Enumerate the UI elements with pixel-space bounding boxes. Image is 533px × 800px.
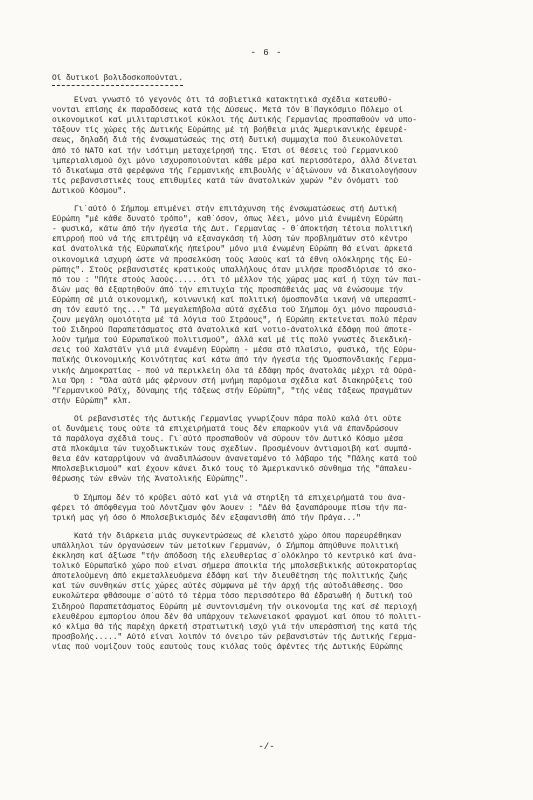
paragraph xyxy=(52,415,506,486)
text-line: οικονομικά ισχυρή ώστε νά προσελκύση τούς λαούς καί τά έθνη ολόκληρης τής Εύ- xyxy=(52,256,413,265)
text-line: πό του : "Πήτε στούς λαούς..... ότι τό μέλλον τής χώρας μας καί ή τύχη τών παι- xyxy=(52,276,422,285)
text-line: παϊκής Οικονομικής Κοινότητας καί κάτω άπό τήν ήγεσία τής Όμοσπονδιακής Γερμα- xyxy=(52,357,417,366)
text-line: τολικό Εύρωπαϊκό χώρο πού είναι σήμερα άποικία τής μπολσεβικικής αύτοκρατορίας xyxy=(52,563,417,572)
text-line: στήν Εύρώπη" κλπ. xyxy=(52,397,132,406)
text-line: νονται επίσης έκ παραδόσεως κατά τής Δύσεως. Μετά τόν Β΄Παγκόσμιο Πόλεμο οί xyxy=(52,107,403,116)
text-line: Εύρώπη "μέ κάθε δυνατό τρόπο", καθ΄όσον, όπως λέει, μόνο μιά ένωμένη Εύρώπη xyxy=(52,216,403,225)
text-line: Οί ρεβανσιστές τής Δυτικής Γερμανίας γνωρίζουν πάρα πολύ καλά ότι ούτε xyxy=(74,415,402,424)
paragraph xyxy=(52,532,506,653)
text-line: λια Όρη : "Όλα αύτά μάς φέρνουν στή μνήμη παρόμοια σχέδια καί διακηρύξεις τού xyxy=(52,377,413,386)
text-line: τά παράλογα σχέδιά τους. Γι΄αύτό προσπαθούν νά σύρουν τόν Δυτικό Κόσμο μέσα xyxy=(52,436,403,445)
text-line: φέρει τό άπόφθεγμα τού Λόντζμαν φόν Άουεν : "Δέν θά ξαναπάρουμε πίσω τήν πα- xyxy=(52,504,408,513)
text-line: Εύρώπη σέ μιά οικονομική, κοινωνική καί πολιτική όμοσπονδία ικανή νά υπερασπί- xyxy=(52,296,417,305)
page-number: - 6 - xyxy=(250,48,283,58)
text-line: Είναι γνωστό τό γεγονός ότι τά σοβιετικά κατακτητικά σχέδια κατευθύ- xyxy=(74,97,393,106)
text-line: Γι΄αύτό ό Σήμπομ επιμένει στήν επιτάχυνση τής ένσωματώσεως στή Δυτική xyxy=(74,206,397,215)
paragraph xyxy=(52,205,506,407)
text-line: διών μας θά έξαρτηθούν άπό τήν επιτυχία τής προσπάθειάς μας νά ένώσουμε τήν xyxy=(52,286,403,295)
text-line: τάξουν τίς χώρες τής Δυτικής Εύρώπης μέ τή βοήθεια μιάς Άμερικανικής έφευρέ- xyxy=(52,127,408,136)
text-line: άπό τό ΝΑΤΟ καί τήν ισότιμη μεταχείρησή της. Έτσι οί θέσεις τού Γερμανικού xyxy=(52,147,399,156)
text-line: κό κλίμα θά τής παρέχη άρκετή στρατιωτική ισχύ γιά τήν υπεράσπισή της κατά τής xyxy=(52,623,417,632)
text-line: τό δικαίωμα στά φερέφωνα τής Γερμανικής επιβουλής ν΄άξιώνουν νά δικαιολογήσουν xyxy=(52,167,417,176)
text-line: νίας πού νομίζουν τούς εαυτούς τους κιόλας τούς άφέντες τής Δυτικής Εύρώπης xyxy=(52,643,403,652)
text-line: τίς ρεβανσιστικές τους επιθυμίες κατά τών άνατολικών χωρών "έν όνόματι τού xyxy=(52,177,399,186)
text-line: θεια έάν καταρρίψουν νά άναδιπλώσουν άνανεταμένο τό λάβαρο τής "Πάλης κατά τού xyxy=(52,456,417,465)
text-line: Δυτικού Κόσμου". xyxy=(52,187,127,196)
text-line: ση τόν εαυτό της..." Τά μεγαλεπήβολα αύτά σχέδια τού Σήμπομ όχι μόνο παρουσιά- xyxy=(52,306,417,315)
text-line: Σιδηρού Παραπετάσματος Εύρώπη μέ συντονισμένη τήν οικονομία της καί σέ περιοχή xyxy=(52,603,417,612)
text-line: σεως, δηλαδή διά τής ένσωματώσεώς της στή δυτική συμμαχία πού διευκολύνεται xyxy=(52,137,403,146)
text-line: Ό Σήμπομ δέν τό κρύβει αύτό καί γιά νά στηρίξη τά επιχειρήματά του άνα- xyxy=(74,494,407,503)
text-line: ευκολώτερα φθάσουμε σ΄αύτό τό τέρμα τόσο περισσότερο θά έδραιωθή ή δυτική τού xyxy=(52,593,413,602)
text-line: προσβολής....." Αύτό είναι λοιπόν τό όνειρο τών ρεβανσιστών τής Δυτικής Γερμα- xyxy=(52,633,417,642)
text-line: ελευθέρου εμπορίου όπου δέν θά υπάρχουν τελωνειακοί φραγμοί καί όπου τό πολιτι- xyxy=(52,613,422,622)
text-line: λούν τμήμα τού Εύρωπαϊκού πολιτισμού", άλλά καί μέ τίς πολύ γνωστές διεκδική- xyxy=(52,337,413,346)
section-heading: Οί δυτικοί βολιδοσκοπούνται. xyxy=(52,74,183,86)
text-line: "Γερμανικού Ράϊχ, δύναμης τής τάξεως στήν Εύρώπη", "τής νέας τάξεως πραγμάτων xyxy=(52,387,413,396)
text-line: καί άνατολικά τής Εύρωπαϊκής ήπείρου" μόνο μιά ένωμένη Εύρώπη θά είναι άρκετά xyxy=(52,246,413,255)
document-body xyxy=(52,74,506,661)
text-line: σεις τού Χαλστάϊν γιά μιά ένωμένη Εύρώπη - μέσα στό πλαίσιο, φυσικά, τής Εύρω- xyxy=(52,347,417,356)
text-line: άποτελούμενη άπό εκμεταλλευόμενα έδάφη καί τήν διευθέτηση τής πολιτικής ζωής xyxy=(52,573,408,582)
text-line: έκκληση καί άξίωσε "τήν άπόδοση τής ελευθερίας σ΄ολόκληρο τό κεντρικό καί άνα- xyxy=(52,553,417,562)
text-line: θέρωσης τών εθνών τής Άνατολικής Εύρώπης". xyxy=(52,476,249,485)
continuation-mark: -/- xyxy=(258,742,275,752)
text-line: Κατά τήν διάρκεια μιάς συγκεντρώσεως σέ κλειστό χώρο όπου παρευρέθηκαν xyxy=(74,532,402,541)
text-line: οί δυνάμεις τους ούτε τά επιχειρήματά τους δέν επαρκούν γιά νά έπανδρώσουν xyxy=(52,426,399,434)
text-line: καί τών συνθηκών στίς χώρες αύτές σύμφωνα μέ τήν άρχή τής αύτοδιάθεσης. Όσο xyxy=(52,583,403,592)
text-line: ιμπεριαλισμού όχι μόνο ισχυροποιούνται κάθε μέρα καί περισσότερο, άλλά δίνεται xyxy=(52,157,417,166)
text-line: υπάλληλοι τών όργανώσεων τών μετοίκων Γερμανών, ό Σήμπομ άπηύθυνε πολιτική xyxy=(52,542,399,551)
paragraphs-container xyxy=(52,96,506,653)
text-line: στά πλοκάμια τών τυχοδιωκτικών τους σχεδίων. Προσμένουν άντιαμοιβή καί συμπά- xyxy=(52,446,413,455)
text-line: ρώπης". Στούς ρεβανσιστές κρατικούς υπαλλήλους όταν μιλήσε προσδιόρισε τό σκο- xyxy=(52,266,417,275)
text-line: οικονομικοί καί μιλιταριστικοί κύκλοι τής Δυτικής Γερμανίας προσπαθούν νά υπο- xyxy=(52,117,417,126)
text-line: νικής Δημοκρατίας - πού νά περικλείη όλα τά έδάφη πρός άνατολάς μέχρι τά Ούρά- xyxy=(52,367,417,376)
paragraph xyxy=(52,494,506,524)
text-line: τρική μας γή όσο ό Μπολσεβικισμός δέν εξαφανισθή άπό τήν Πράγα..." xyxy=(52,514,361,523)
text-line: ζουν μεγάλη ομοιότητα μέ τά λόγια τού Στράους", ή Εύρώπη εκτείνεται πολύ πέραν xyxy=(52,317,417,326)
text-line: Μπολσεβικισμού" καί έχουν κάνει δικό τους τό Άμερικανικό σύνθημα τής "άπαλευ- xyxy=(52,466,413,475)
text-line: επιρροή πού νά τής επιτρέψη νά εξαναγκάση τή λύση τών προβλημάτων στό κέντρο xyxy=(52,236,408,245)
text-line: τού Σιδηρού Παραπετάσματος στά άνατολικά καί νοτιο-άνατολικά έδάφη πού άποτε- xyxy=(52,327,413,336)
paragraph xyxy=(52,96,506,197)
text-line: - φυσικά, κάτω άπό τήν ήγεσία τής Δυτ. Γερμανίας - θ΄άποκτήση τέτοια πολιτική xyxy=(52,226,413,235)
